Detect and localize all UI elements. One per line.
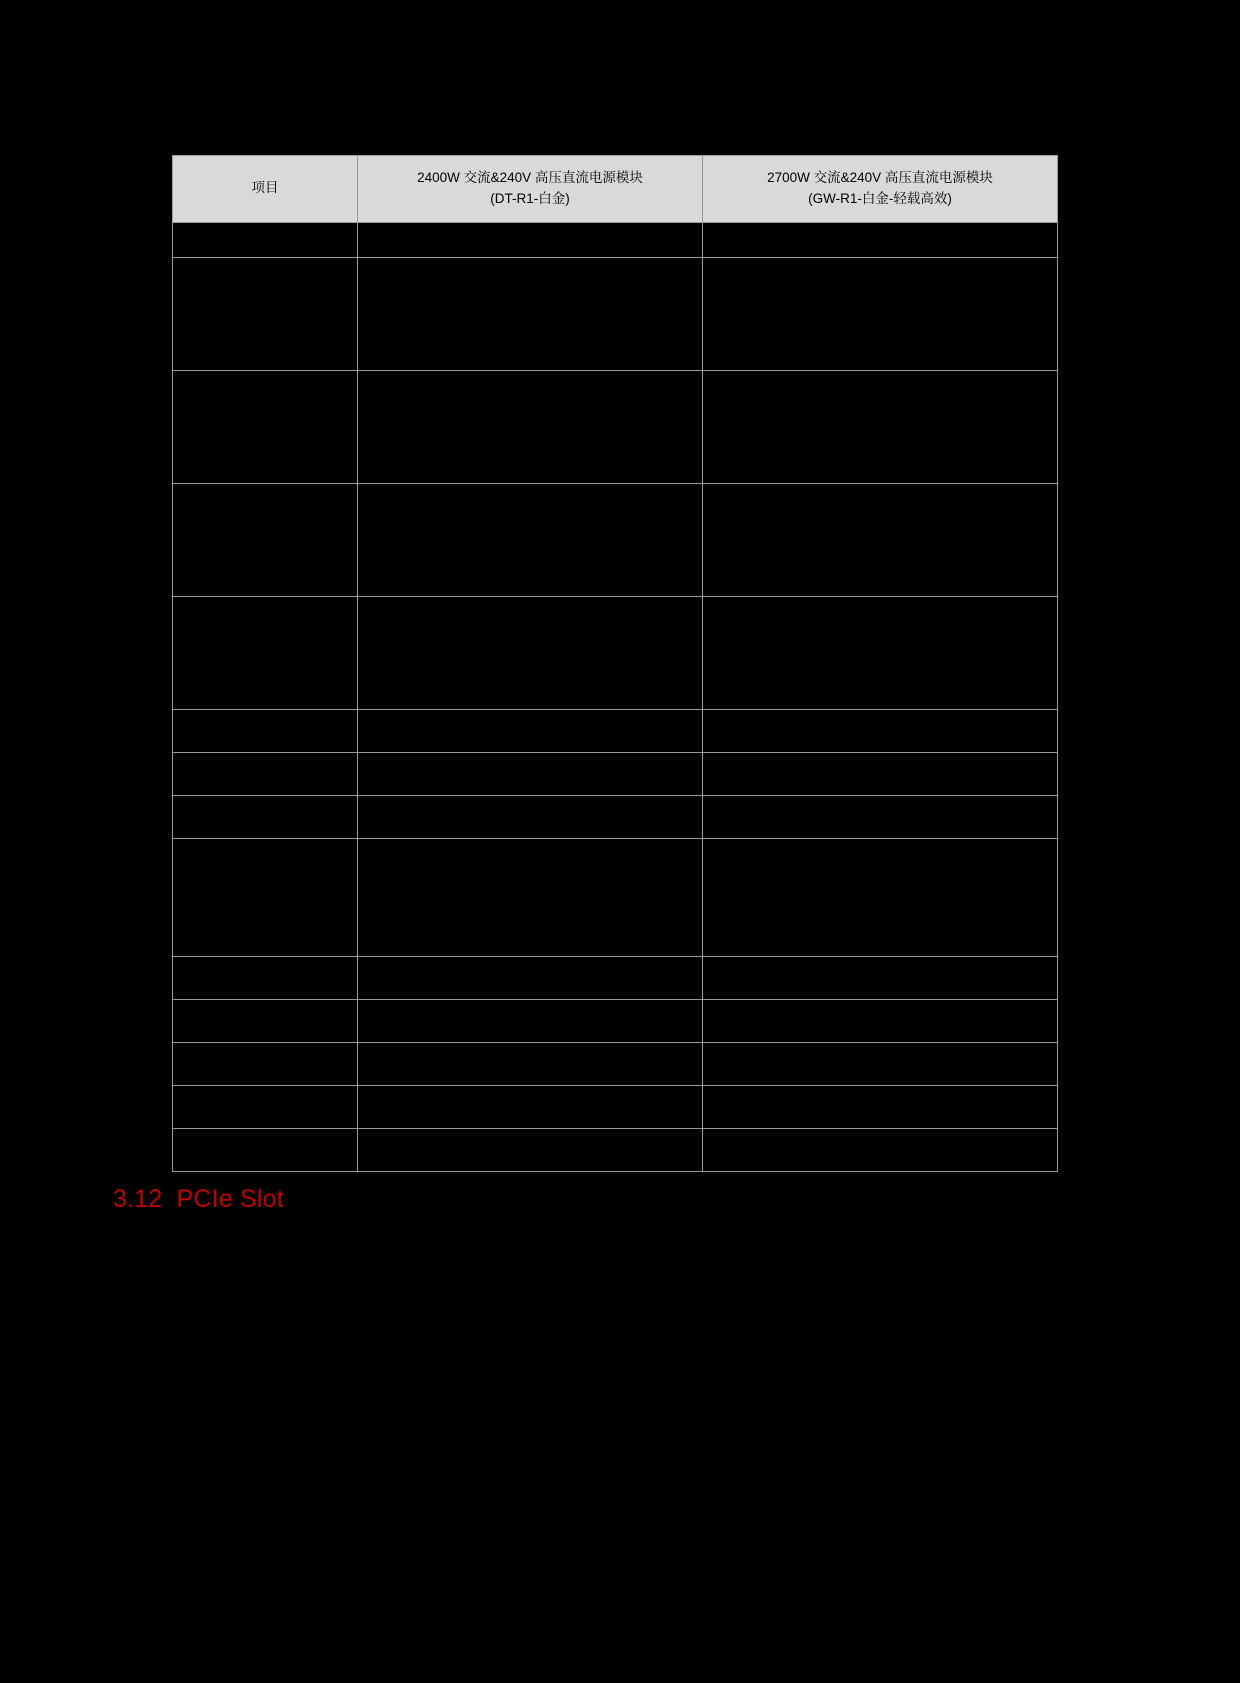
section-title: PCIe Slot: [176, 1185, 284, 1213]
row-label: [173, 956, 358, 999]
row-value-2700w: [703, 838, 1058, 956]
row-value-2400w: [358, 1128, 703, 1171]
table-row: [173, 222, 1058, 257]
row-value-2400w: [358, 1042, 703, 1085]
table-row: [173, 795, 1058, 838]
table-row: [173, 1128, 1058, 1171]
column-header-2700w-line1: 2700W 交流&240V 高压直流电源模块: [767, 170, 993, 185]
row-value-2700w: [703, 1085, 1058, 1128]
table-row: [173, 999, 1058, 1042]
row-label: [173, 709, 358, 752]
column-header-item: 项目: [173, 156, 358, 223]
row-label: [173, 1042, 358, 1085]
table-body: [173, 222, 1058, 1171]
column-header-2400w: [358, 156, 703, 223]
row-label: [173, 795, 358, 838]
row-value-2700w: [703, 257, 1058, 370]
row-value-2700w: [703, 956, 1058, 999]
column-header-2400w-line2: (DT-R1-白金): [490, 190, 570, 206]
column-header-2400w-line1: 2400W 交流&240V 高压直流电源模块: [417, 170, 643, 185]
section-number: 3.12: [113, 1185, 163, 1213]
row-value-2400w: [358, 795, 703, 838]
table-row: [173, 752, 1058, 795]
table-header-row: [173, 156, 1058, 223]
row-value-2400w: [358, 1085, 703, 1128]
table-row: [173, 596, 1058, 709]
power-module-spec-table: [172, 155, 1058, 1172]
row-value-2700w: [703, 1042, 1058, 1085]
row-value-2700w: [703, 752, 1058, 795]
row-value-2400w: [358, 596, 703, 709]
row-label: [173, 838, 358, 956]
row-value-2700w: [703, 596, 1058, 709]
row-value-2700w: [703, 370, 1058, 483]
row-value-2400w: [358, 956, 703, 999]
row-value-2700w: [703, 999, 1058, 1042]
column-header-2700w: [703, 156, 1058, 223]
row-label: [173, 1085, 358, 1128]
table-row: [173, 1085, 1058, 1128]
row-value-2400w: [358, 370, 703, 483]
row-value-2700w: [703, 1128, 1058, 1171]
row-value-2400w: [358, 222, 703, 257]
section-heading-pcie-slot: [113, 1185, 284, 1214]
row-value-2400w: [358, 838, 703, 956]
table-row: [173, 838, 1058, 956]
row-value-2400w: [358, 483, 703, 596]
table-row: [173, 370, 1058, 483]
row-label: [173, 596, 358, 709]
row-label: [173, 222, 358, 257]
row-value-2400w: [358, 709, 703, 752]
row-label: [173, 1128, 358, 1171]
table-row: [173, 257, 1058, 370]
row-value-2700w: [703, 483, 1058, 596]
row-label: [173, 257, 358, 370]
row-value-2700w: [703, 795, 1058, 838]
table-row: [173, 709, 1058, 752]
row-label: [173, 999, 358, 1042]
row-label: [173, 370, 358, 483]
table-row: [173, 1042, 1058, 1085]
table-row: [173, 483, 1058, 596]
row-value-2400w: [358, 257, 703, 370]
row-value-2700w: [703, 222, 1058, 257]
table-row: [173, 956, 1058, 999]
column-header-2700w-line2: (GW-R1-白金-轻载高效): [808, 190, 952, 206]
row-value-2400w: [358, 999, 703, 1042]
row-value-2400w: [358, 752, 703, 795]
row-value-2700w: [703, 709, 1058, 752]
row-label: [173, 483, 358, 596]
row-label: [173, 752, 358, 795]
table-header: [173, 156, 1058, 223]
